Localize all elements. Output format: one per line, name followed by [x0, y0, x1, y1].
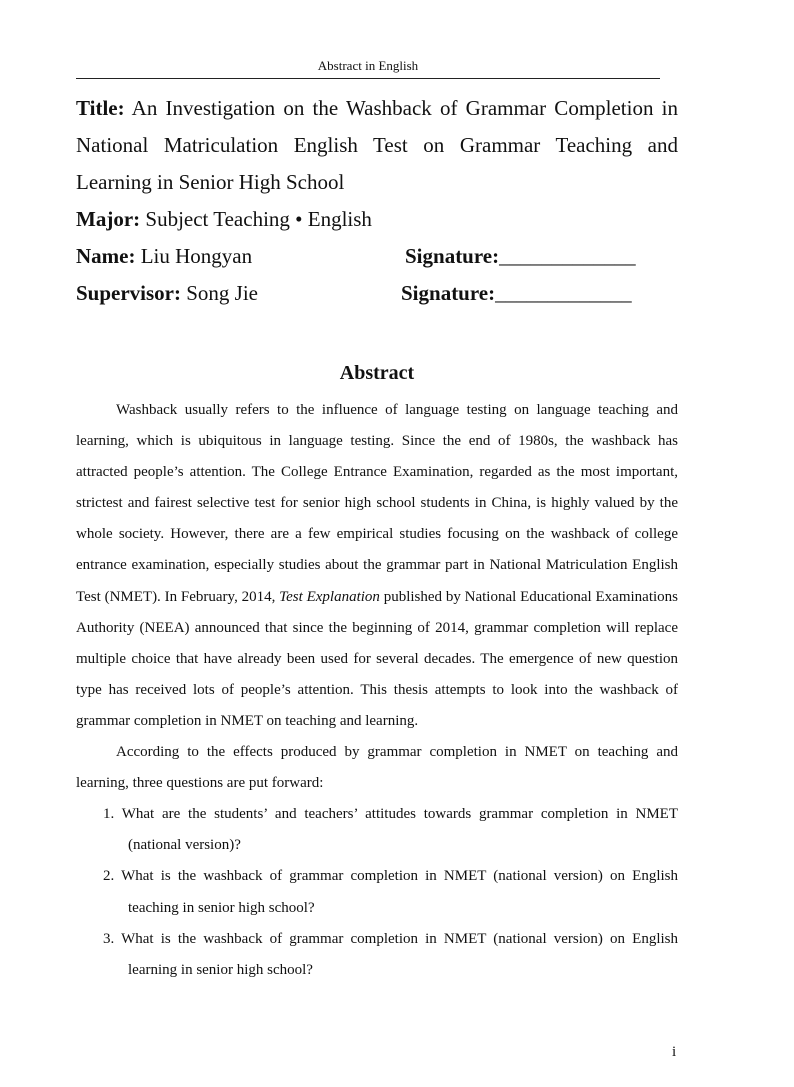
student-signature-label: Signature:	[405, 244, 500, 268]
running-header: Abstract in English	[317, 58, 419, 73]
supervisor-line	[76, 275, 678, 312]
abstract-heading: Abstract	[339, 362, 415, 384]
student-signature	[405, 238, 636, 275]
test-explanation-title: Test Explanation	[279, 588, 380, 605]
supervisor-value: Song Jie	[186, 281, 259, 305]
thesis-title	[76, 90, 678, 201]
abstract-paragraph-1	[76, 395, 678, 737]
name-label: Name:	[76, 244, 136, 268]
student-signature-blank: _____________	[499, 244, 636, 268]
title-text: An Investigation on the Washback of Grammar Completion in National Matriculation English Test on Grammar Teaching and Learning in Senior High School	[76, 96, 678, 194]
major-label: Major:	[76, 207, 141, 231]
name-value: Liu Hongyan	[140, 244, 253, 268]
header-rule	[76, 78, 660, 79]
paragraph-1-text-a: Washback usually refers to the influence of language testing on language teaching and learning, which is ubiquitous in language testing. Since the end of 1980s, the washback has attracted people’s attention. The College Entrance Examination, regarded as the most important, strictest and fairest selective test for senior high school students in China, is highly valued by the whole society. However, there are a few empirical studies focusing on the washback of college entrance examination, especially studies about the grammar part in National Matriculation English Test (NMET). In February, 2014,	[76, 402, 678, 605]
research-questions	[76, 799, 678, 986]
supervisor-signature-blank: _____________	[495, 281, 632, 305]
supervisor-signature	[401, 275, 632, 312]
title-label: Title:	[76, 96, 125, 120]
major-value: Subject Teaching • English	[145, 207, 372, 231]
page-number: i	[672, 1044, 677, 1060]
abstract-body	[76, 395, 678, 986]
abstract-paragraph-2: According to the effects produced by grammar completion in NMET on teaching and learning, three questions are put forward:	[76, 744, 678, 792]
supervisor-signature-label: Signature:	[401, 281, 496, 305]
paragraph-1-text-b: published by National Educational Examinations Authority (NEEA) announced that since the beginning of 2014, grammar completion will replace multiple choice that have already been used for several decades. The emergence of new question type has received lots of people’s attention. This thesis attempts to look into the washback of grammar completion in NMET on teaching and learning.	[76, 588, 679, 729]
name-line	[76, 238, 678, 275]
major-line	[76, 201, 678, 238]
research-question: 3. What is the washback of grammar completion in NMET (national version) on English learning in senior high school?	[103, 930, 678, 978]
research-question: 2. What is the washback of grammar completion in NMET (national version) on English teaching in senior high school?	[103, 868, 678, 916]
research-question: 1. What are the students’ and teachers’ attitudes towards grammar completion in NMET (national version)?	[103, 806, 678, 854]
supervisor-label: Supervisor:	[76, 281, 181, 305]
thesis-meta	[76, 90, 678, 312]
